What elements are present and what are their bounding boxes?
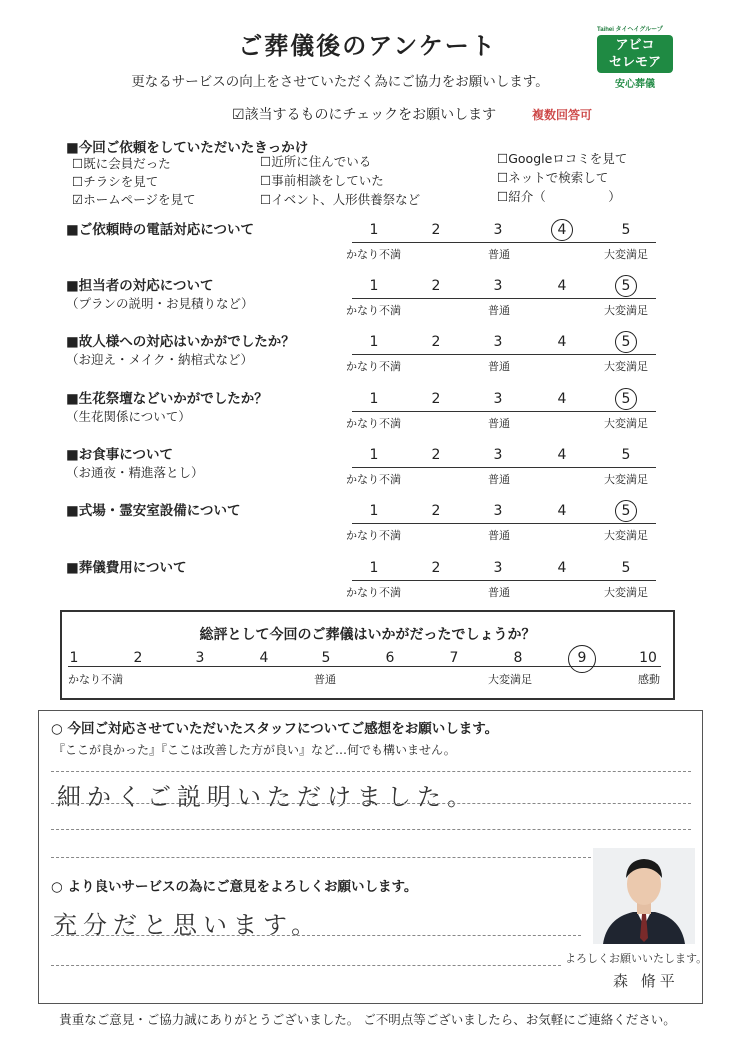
rating-option-4[interactable]: 4 — [557, 391, 567, 407]
option-label: 事前相談をしていた — [271, 173, 384, 188]
rating-option-5[interactable]: 5 — [621, 503, 631, 519]
question-subtext: （お通夜・精進落とし） — [66, 465, 204, 480]
trigger-option[interactable] — [72, 172, 195, 190]
overall-option-9[interactable]: 9 — [577, 650, 587, 666]
improve-comment-heading: ○ より良いサービスの為にご意見をよろしくお願いします。 — [51, 879, 418, 895]
dashed-line — [51, 803, 691, 804]
scale-label-low: かなり不満 — [346, 304, 401, 317]
trigger-option[interactable] — [497, 168, 627, 187]
checkbox[interactable]: ☐ — [72, 174, 84, 189]
dashed-line — [51, 829, 691, 830]
rating-option-4[interactable]: 4 — [557, 503, 567, 519]
option-label: チラシを見て — [83, 174, 159, 189]
scale-line — [352, 411, 656, 412]
scale-label-mid: 普通 — [488, 586, 510, 599]
option-label: ネットで検索して — [508, 170, 609, 185]
overall-option-4[interactable]: 4 — [259, 650, 269, 666]
staff-name: 森 脩平 — [613, 972, 679, 990]
logo-group: Taihei タイヘイグループ — [597, 27, 663, 33]
scale-label-high: 大変満足 — [604, 529, 648, 542]
rating-option-5[interactable]: 5 — [621, 391, 631, 407]
rating-option-1[interactable]: 1 — [369, 222, 379, 238]
scale-line — [352, 298, 656, 299]
instruction-text: 該当するものにチェックをお願いします — [244, 107, 497, 123]
logo-tagline: 安心葬儀 — [615, 79, 655, 90]
scale-label-mid: 普通 — [488, 417, 510, 430]
rating-scale — [348, 218, 660, 262]
trigger-col1 — [72, 154, 195, 208]
rating-option-4[interactable]: 4 — [557, 560, 567, 576]
rating-option-2[interactable]: 2 — [431, 222, 441, 238]
checkbox[interactable]: ☐ — [260, 154, 272, 169]
scale-label-high: 大変満足 — [604, 304, 648, 317]
scale-label-mid: 普通 — [488, 473, 510, 486]
question-heading: ■お食事について — [66, 447, 173, 463]
checkbox[interactable]: ☐ — [497, 189, 509, 204]
multi-answer-note: 複数回答可 — [532, 108, 593, 122]
overall-option-3[interactable]: 3 — [195, 650, 205, 666]
page-title: ご葬儀後のアンケート — [238, 32, 497, 60]
rating-option-3[interactable]: 3 — [493, 503, 503, 519]
overall-rating-box — [60, 610, 675, 700]
rating-option-2[interactable]: 2 — [431, 447, 441, 463]
question-subtext: （お迎え・メイク・納棺式など） — [66, 352, 254, 367]
rating-option-1[interactable]: 1 — [369, 391, 379, 407]
trigger-col3 — [497, 149, 627, 206]
scale-label-high: 大変満足 — [604, 360, 648, 373]
trigger-option[interactable] — [260, 171, 420, 190]
rating-option-5[interactable]: 5 — [621, 334, 631, 350]
footer-text: 貴重なご意見・ご協力誠にありがとうございました。 ご不明点等ございましたら、お気軽にご連絡ください。 — [59, 1012, 676, 1027]
scale-label-high: 大変満足 — [604, 248, 648, 261]
overall-label-top: 感動 — [638, 673, 660, 686]
staff-photo — [593, 848, 695, 944]
rating-option-4[interactable]: 4 — [557, 334, 567, 350]
rating-scale — [348, 499, 660, 543]
option-label: Googleロコミを見て — [508, 151, 628, 166]
overall-selected-circle — [568, 645, 596, 673]
scale-label-low: かなり不満 — [346, 473, 401, 486]
scale-label-low: かなり不満 — [346, 248, 401, 261]
instruction — [232, 104, 496, 124]
option-label: 既に会員だった — [83, 156, 171, 171]
scale-label-high: 大変満足 — [604, 586, 648, 599]
rating-option-3[interactable]: 3 — [493, 222, 503, 238]
question-subtext: （プランの説明・お見積りなど） — [66, 296, 254, 311]
trigger-col2 — [260, 152, 420, 209]
scale-label-low: かなり不満 — [346, 360, 401, 373]
trigger-option[interactable] — [72, 154, 195, 172]
improve-comment-answer[interactable]: 充分だと思います。 — [53, 911, 322, 939]
scale-label-low: かなり不満 — [346, 586, 401, 599]
rating-option-1[interactable]: 1 — [369, 560, 379, 576]
rating-option-2[interactable]: 2 — [431, 334, 441, 350]
trigger-option[interactable] — [72, 190, 195, 208]
scale-label-mid: 普通 — [488, 360, 510, 373]
rating-option-1[interactable]: 1 — [369, 503, 379, 519]
scale-line — [352, 467, 656, 468]
scale-label-mid: 普通 — [488, 248, 510, 261]
scale-label-low: かなり不満 — [346, 417, 401, 430]
page-subtitle: 更なるサービスの向上をさせていただく為にご協力をお願いします。 — [131, 74, 549, 90]
rating-scale — [348, 274, 660, 318]
scale-label-mid: 普通 — [488, 304, 510, 317]
question-heading: ■故人様への対応はいかがでしたか？ — [66, 334, 295, 350]
option-label: ホームページを見て — [83, 192, 196, 207]
question-heading: ■生花祭壇などいかがでしたか？ — [66, 391, 268, 407]
selected-circle — [615, 331, 637, 353]
rating-option-2[interactable]: 2 — [431, 503, 441, 519]
scale-line — [352, 242, 656, 243]
question-heading: ■葬儀費用について — [66, 560, 187, 576]
overall-label-low: かなり不満 — [68, 673, 123, 686]
logo-name-line1: アビコ — [615, 38, 655, 53]
overall-option-2[interactable]: 2 — [133, 650, 143, 666]
question-heading: ■式場・霊安室設備について — [66, 503, 241, 519]
checkbox[interactable]: ☐ — [497, 170, 509, 185]
staff-comment-hint: 『ここが良かった』『ここは改善した方が良い』など…何でも構いません。 — [53, 743, 456, 757]
rating-option-3[interactable]: 3 — [493, 278, 503, 294]
dashed-line — [51, 771, 691, 772]
trigger-heading: ■今回ご依頼をしていただいたきっかけ — [66, 140, 309, 156]
overall-option-8[interactable]: 8 — [513, 650, 523, 666]
scale-label-mid: 普通 — [488, 529, 510, 542]
overall-option-7[interactable]: 7 — [449, 650, 459, 666]
rating-option-4[interactable]: 4 — [557, 222, 567, 238]
scale-line — [352, 354, 656, 355]
rating-option-5[interactable]: 5 — [621, 222, 631, 238]
staff-greeting: よろしくお願いいたします。 — [565, 952, 708, 965]
dashed-line — [51, 857, 591, 858]
trigger-option[interactable] — [260, 190, 420, 209]
overall-label-high: 大変満足 — [488, 673, 532, 686]
trigger-option[interactable] — [497, 187, 627, 206]
selected-circle — [615, 275, 637, 297]
question-heading: ■担当者の対応について — [66, 278, 214, 294]
rating-scale — [348, 330, 660, 374]
overall-option-6[interactable]: 6 — [385, 650, 395, 666]
rating-option-3[interactable]: 3 — [493, 391, 503, 407]
scale-label-high: 大変満足 — [604, 417, 648, 430]
rating-option-2[interactable]: 2 — [431, 278, 441, 294]
rating-option-5[interactable]: 5 — [621, 278, 631, 294]
rating-option-1[interactable]: 1 — [369, 334, 379, 350]
checkbox[interactable]: ☐ — [260, 192, 272, 207]
question-heading: ■ご依頼時の電話対応について — [66, 222, 254, 238]
overall-option-10[interactable]: 10 — [639, 650, 657, 666]
dashed-line — [51, 935, 581, 936]
checkbox[interactable]: ☐ — [260, 173, 272, 188]
rating-option-3[interactable]: 3 — [493, 447, 503, 463]
scale-line — [352, 580, 656, 581]
question-subtext: （生花関係について） — [66, 409, 191, 424]
scale-label-high: 大変満足 — [604, 473, 648, 486]
overall-option-1[interactable]: 1 — [69, 650, 79, 666]
checkbox[interactable]: ☐ — [72, 156, 84, 171]
selected-circle — [551, 219, 573, 241]
rating-option-1[interactable]: 1 — [369, 447, 379, 463]
rating-option-4[interactable]: 4 — [557, 447, 567, 463]
checkbox[interactable]: ☐ — [497, 151, 509, 166]
overall-option-5[interactable]: 5 — [321, 650, 331, 666]
rating-option-5[interactable]: 5 — [621, 560, 631, 576]
option-label: イベント、人形供養祭など — [271, 192, 421, 207]
instruction-checkbox: ☑ — [232, 107, 245, 123]
rating-option-3[interactable]: 3 — [493, 560, 503, 576]
scale-label-low: かなり不満 — [346, 529, 401, 542]
rating-option-5[interactable]: 5 — [621, 447, 631, 463]
company-logo — [597, 24, 673, 90]
staff-comment-heading: ○ 今回ご対応させていただいたスタッフについてご感想をお願いします。 — [51, 721, 499, 737]
rating-scale — [348, 387, 660, 431]
logo-box — [597, 35, 673, 73]
rating-option-2[interactable]: 2 — [431, 560, 441, 576]
rating-option-2[interactable]: 2 — [431, 391, 441, 407]
rating-scale — [348, 443, 660, 487]
rating-option-1[interactable]: 1 — [369, 278, 379, 294]
scale-line — [352, 523, 656, 524]
rating-scale — [348, 556, 660, 600]
dashed-line — [51, 965, 561, 966]
selected-circle — [615, 500, 637, 522]
logo-name-line2: セレモア — [608, 55, 661, 70]
option-label: 近所に住んでいる — [271, 154, 372, 169]
rating-option-3[interactable]: 3 — [493, 334, 503, 350]
overall-label-mid: 普通 — [314, 673, 336, 686]
checkbox-checked[interactable]: ☑ — [72, 192, 84, 207]
trigger-option[interactable] — [260, 152, 420, 171]
option-label: 紹介（ ） — [508, 189, 621, 204]
staff-comment-answer[interactable]: 細かくご説明いただけました。 — [57, 783, 477, 811]
selected-circle — [615, 388, 637, 410]
trigger-option[interactable] — [497, 149, 627, 168]
rating-option-4[interactable]: 4 — [557, 278, 567, 294]
overall-question: 総評として今回のご葬儀はいかがだったでしょうか？ — [199, 627, 536, 643]
